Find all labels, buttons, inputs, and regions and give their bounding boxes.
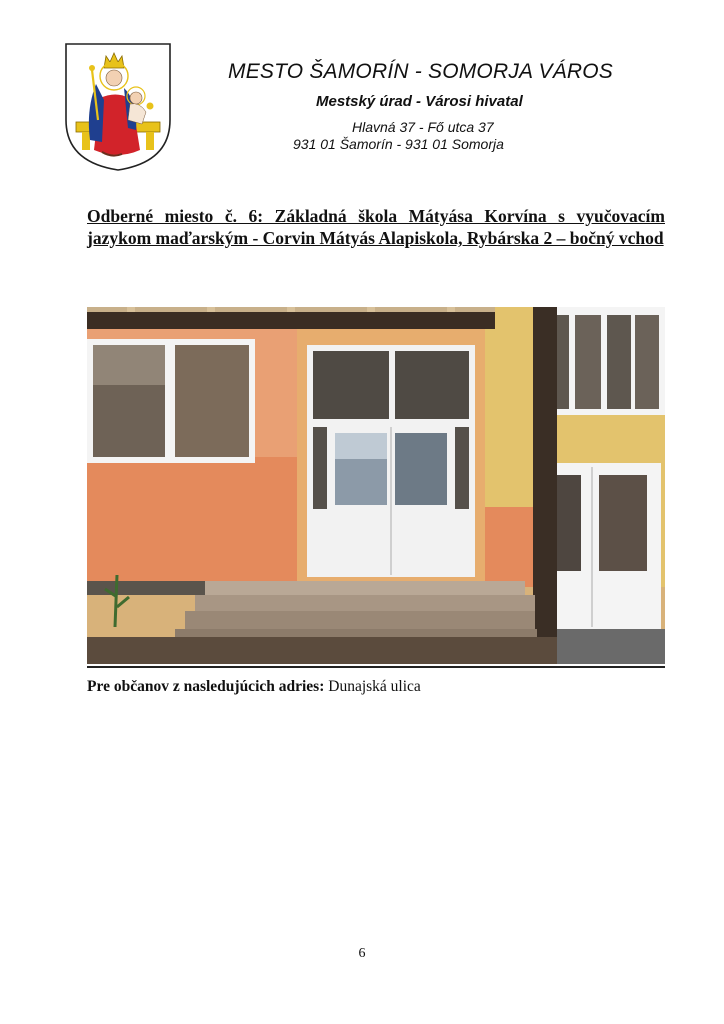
photo-divider: [87, 666, 665, 668]
coat-of-arms-logo: [62, 40, 174, 172]
header-office: Mestský úrad - Városi hivatal: [316, 93, 523, 110]
header-address-line-1: Hlavná 37 - Fő utca 37: [352, 119, 494, 135]
header-title: MESTO ŠAMORÍN - SOMORJA VÁROS: [228, 60, 614, 83]
page-number: 6: [358, 946, 366, 961]
school-entrance-photo: [87, 307, 665, 664]
header-address-line-2: 931 01 Šamorín - 931 01 Somorja: [293, 136, 504, 152]
citizens-addresses: [87, 678, 421, 696]
citizens-value: Dunajská ulica: [328, 678, 421, 695]
polling-place-heading: Odberné miesto č. 6: Základná škola Mátyása Korvína s vyučovacím jazykom maďarským - Corvin Mátyás Alapiskola, Rybárska 2 – bočný vchod: [87, 206, 665, 248]
citizens-label: Pre občanov z nasledujúcich adries:: [87, 678, 325, 695]
